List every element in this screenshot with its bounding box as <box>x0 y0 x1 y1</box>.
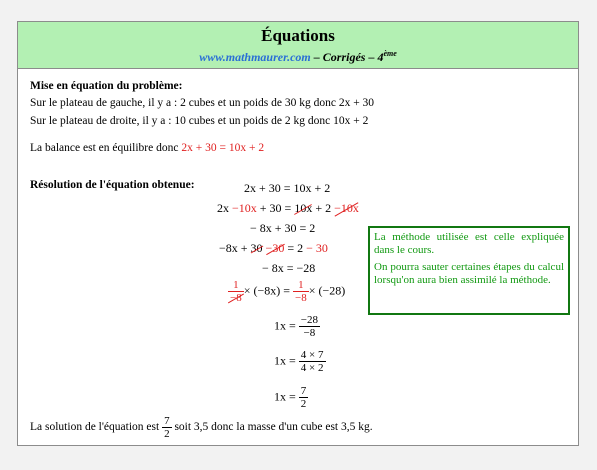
resolution-heading: Résolution de l'équation obtenue: <box>30 179 195 191</box>
step-4-a: −8x + <box>219 241 251 255</box>
step-4-b: 30 <box>250 241 263 255</box>
step-2-e: + 2 <box>312 201 335 215</box>
step-6-num-2: 1 <box>293 279 309 292</box>
step-7-den: −8 <box>303 327 316 339</box>
step-8-den: 4 × 2 <box>300 362 324 374</box>
step-2 <box>217 201 359 216</box>
step-8-frac <box>299 349 326 374</box>
step-6-frac-1 <box>228 279 244 304</box>
solution-text-1: La solution de l'équation est <box>30 421 163 434</box>
note-paragraph-1: La méthode utilisée est celle expliquée dans le cours. <box>374 231 564 256</box>
step-6-num-1: 1 <box>228 279 244 292</box>
mise-line-2: Sur le plateau de droite, il y a : 10 cubes et un poids de 2 kg donc 10x + 2 <box>30 115 369 127</box>
note-paragraph-2: On pourra sauter certaines étapes du calcul lorsqu'on aura bien assimilé la méthode. <box>374 261 564 286</box>
level-sup: ème <box>383 49 397 58</box>
worksheet <box>17 21 579 446</box>
step-7-lhs: 1x = <box>274 318 299 333</box>
step-8-lhs: 1x = <box>274 353 299 368</box>
site-link[interactable]: www.mathmaurer.com <box>199 50 311 64</box>
step-6 <box>228 279 345 304</box>
solution-line <box>30 415 373 440</box>
level-label: 4 <box>377 50 384 64</box>
step-6-den-2: −8 <box>295 292 307 304</box>
step-2-d: 10x <box>294 201 313 215</box>
step-2-c: + 30 = <box>256 201 295 215</box>
step-8 <box>274 349 326 374</box>
mise-line-1: Sur le plateau de gauche, il y a : 2 cubes et un poids de 30 kg donc 2x + 30 <box>30 97 375 109</box>
corriges-label: Corrigés <box>322 50 366 64</box>
separator: – <box>310 50 323 64</box>
step-2-f: −10x <box>334 201 359 215</box>
header <box>18 22 578 69</box>
step-6-frac-2 <box>293 279 309 304</box>
balance-line <box>30 142 264 154</box>
solution-frac <box>162 415 172 440</box>
step-5: − 8x = −28 <box>262 261 316 275</box>
step-8-num: 4 × 7 <box>300 349 324 361</box>
step-6-mid: × (−8x) = <box>243 283 294 298</box>
solution-text-2: soit 3,5 donc la masse d'un cube est 3,5 kg. <box>171 421 373 434</box>
step-7-frac <box>299 314 320 339</box>
subtitle <box>18 46 578 65</box>
step-9-frac <box>299 385 309 410</box>
step-6-end: × (−28) <box>308 283 346 298</box>
step-9 <box>274 385 308 410</box>
step-3: − 8x + 30 = 2 <box>250 221 316 235</box>
step-4-f: − 30 <box>306 241 328 255</box>
step-1: 2x + 30 = 10x + 2 <box>244 181 331 195</box>
step-2-a: 2x <box>217 201 232 215</box>
balance-equation: 2x + 30 = 10x + 2 <box>181 142 265 154</box>
solution-num: 7 <box>164 415 170 427</box>
step-9-lhs: 1x = <box>274 389 299 404</box>
separator-2: – <box>365 50 378 64</box>
step-4 <box>219 241 328 256</box>
page-title: Équations <box>261 26 335 45</box>
step-9-num: 7 <box>300 385 307 397</box>
step-7-num: −28 <box>300 314 318 326</box>
step-4-e: = 2 <box>284 241 307 255</box>
balance-text: La balance est en équilibre donc <box>30 142 182 154</box>
method-note <box>368 226 570 315</box>
step-2-b: −10x <box>232 201 257 215</box>
step-7 <box>274 314 320 339</box>
step-4-d: −30 <box>265 241 285 255</box>
solution-den: 2 <box>164 428 170 440</box>
mise-heading: Mise en équation du problème: <box>30 80 183 92</box>
step-9-den: 2 <box>300 398 307 410</box>
step-6-den-1: −8 <box>230 292 242 304</box>
